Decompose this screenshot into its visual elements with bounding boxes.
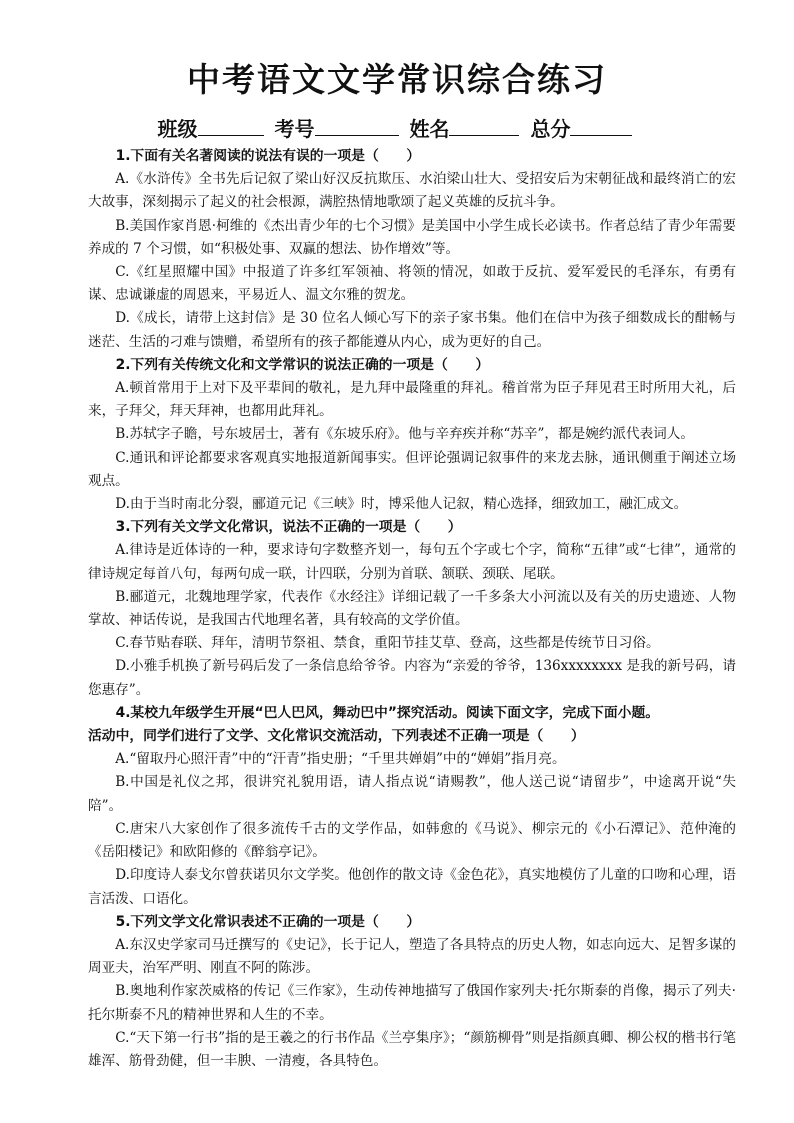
question-title: 2.下列有关传统文化和文学常识的说法正确的一项是（ ） (115, 356, 490, 373)
question-2 (88, 354, 736, 516)
option-d: D.《成长，请带上这封信》是 30 位名人倾心写下的亲子家书集。他们在信中为孩子细数成长的酣畅与迷茫、生活的刁难与馈赠，希望所有的孩子都能遵从内心，成为更好的自己。 (88, 310, 736, 350)
question-title: 3.下列有关文学文化常识，说法不正确的一项是（ ） (115, 519, 462, 536)
class-blank[interactable] (198, 115, 264, 136)
class-label: 班级 (157, 117, 198, 141)
question-1 (88, 145, 736, 354)
option-a: A.顿首常用于上对下及平辈间的敬礼，是九拜中最隆重的拜礼。稽首常为臣子拜见君王时所用大礼，后来，子拜父，拜天拜神，也都用此拜礼。 (88, 380, 736, 420)
option-a: A.律诗是近体诗的一种，要求诗句字数整齐划一，每句五个字或七个字，简称“五律”或“七律”，通常的律诗规定每首八句，每两句成一联，计四联，分别为首联、颔联、颈联、尾联。 (88, 542, 736, 582)
option-c: C.春节贴春联、拜年，清明节祭祖、禁食，重阳节挂艾草、登高，这些都是传统节日习俗。 (115, 635, 660, 652)
total-score-blank[interactable] (570, 115, 632, 136)
option-b: B.奥地利作家茨威格的传记《三作家》，生动传神地描写了俄国作家列夫·托尔斯泰的肖像，揭示了列夫·托尔斯泰不凡的精神世界和人生的不幸。 (88, 983, 736, 1023)
student-info-line (0, 115, 794, 142)
name-label: 姓名 (409, 117, 450, 141)
total-score-label: 总分 (530, 117, 571, 141)
option-c: C.通讯和评论都要求客观真实地报道新闻事实。但评论强调记叙事件的来龙去脉，通讯侧重于阐述立场观点。 (88, 449, 736, 489)
option-b: B.苏轼字子瞻，号东坡居士，著有《东坡乐府》。他与辛弃疾并称“苏辛”，都是婉约派代表词人。 (115, 426, 694, 443)
question-3 (88, 516, 736, 702)
exam-number-label: 考号 (274, 117, 315, 141)
option-b: B.郦道元，北魏地理学家，代表作《水经注》详细记载了一千多条大小河流以及有关的历史遗迹、人物掌故、神话传说，是我国古代地理名著，具有较高的文学价值。 (88, 588, 736, 629)
question-title: 5.下列文学文化常识表述不正确的一项是（ ） (115, 913, 421, 930)
exam-number-blank[interactable] (315, 115, 399, 136)
option-b: B.中国是礼仪之邦，很讲究礼貌用语，请人指点说“请赐教”，他人送己说“请留步”，中途离开说“失陪”。 (88, 774, 736, 814)
option-c: C.唐宋八大家创作了很多流传千古的文学作品，如韩愈的《马说》、柳宗元的《小石潭记》、范仲淹的《岳阳楼记》和欧阳修的《醉翁亭记》。 (88, 820, 736, 861)
question-title: 4.某校九年级学生开展“巴人巴风，舞动巴中”探究活动。阅读下面文字，完成下面小题。 (115, 704, 660, 721)
question-title-continued: 活动中，同学们进行了文学、文化常识交流活动，下列表述不正确一项是（ ） (88, 728, 585, 745)
option-a: A.“留取丹心照汗青”中的“汗青”指史册；“千里共婵娟”中的“婵娟”指月亮。 (115, 751, 566, 768)
question-4 (88, 702, 736, 911)
name-blank[interactable] (449, 115, 519, 136)
option-d: D.由于当时南北分裂，郦道元记《三峡》时，博采他人记叙，精心选择，细致加工，融汇成文。 (115, 496, 688, 513)
question-5 (88, 911, 736, 1073)
option-d: D.印度诗人泰戈尔曾获诺贝尔文学奖。他创作的散文诗《金色花》，真实地模仿了儿童的口吻和心理，语言活泼、口语化。 (88, 867, 736, 907)
option-a: A.《水浒传》全书先后记叙了梁山好汉反抗欺压、水泊梁山壮大、受招安后为宋朝征战和最终消亡的宏大故事，深刻揭示了起义的社会根源，满腔热情地歌颂了起义英雄的反抗斗争。 (88, 171, 736, 211)
questions-list (88, 145, 736, 1073)
page-title: 中考语文文学常识综合练习 (187, 60, 607, 99)
question-title: 1.下面有关名著阅读的说法有误的一项是（ ） (115, 148, 421, 164)
option-d: D.小雅手机换了新号码后发了一条信息给爷爷。内容为“亲爱的爷爷，136xxxxxxxx 是我的新号码，请您惠存”。 (88, 658, 736, 698)
option-b: B.美国作家肖恩·柯维的《杰出青少年的七个习惯》是美国中小学生成长必读书。作者总结了青少年需要养成的 7 个习惯，如“积极处事、双赢的想法、协作增效”等。 (88, 217, 736, 257)
option-c: C.《红星照耀中国》中报道了许多红军领袖、将领的情况，如敢于反抗、爱军爱民的毛泽东，有勇有谋、忠诚谦虚的周恩来，平易近人、温文尔雅的贺龙。 (88, 264, 736, 304)
option-c: C.“天下第一行书”指的是王羲之的行书作品《兰亭集序》；“颜筋柳骨”则是指颜真卿、柳公权的楷书行笔雄浑、筋骨劲健，但一丰腴、一清瘦，各具特色。 (88, 1029, 736, 1069)
option-a: A.东汉史学家司马迁撰写的《史记》，长于记人，塑造了各具特点的历史人物，如志向远大、足智多谋的周亚夫，治军严明、刚直不阿的陈涉。 (88, 936, 736, 977)
